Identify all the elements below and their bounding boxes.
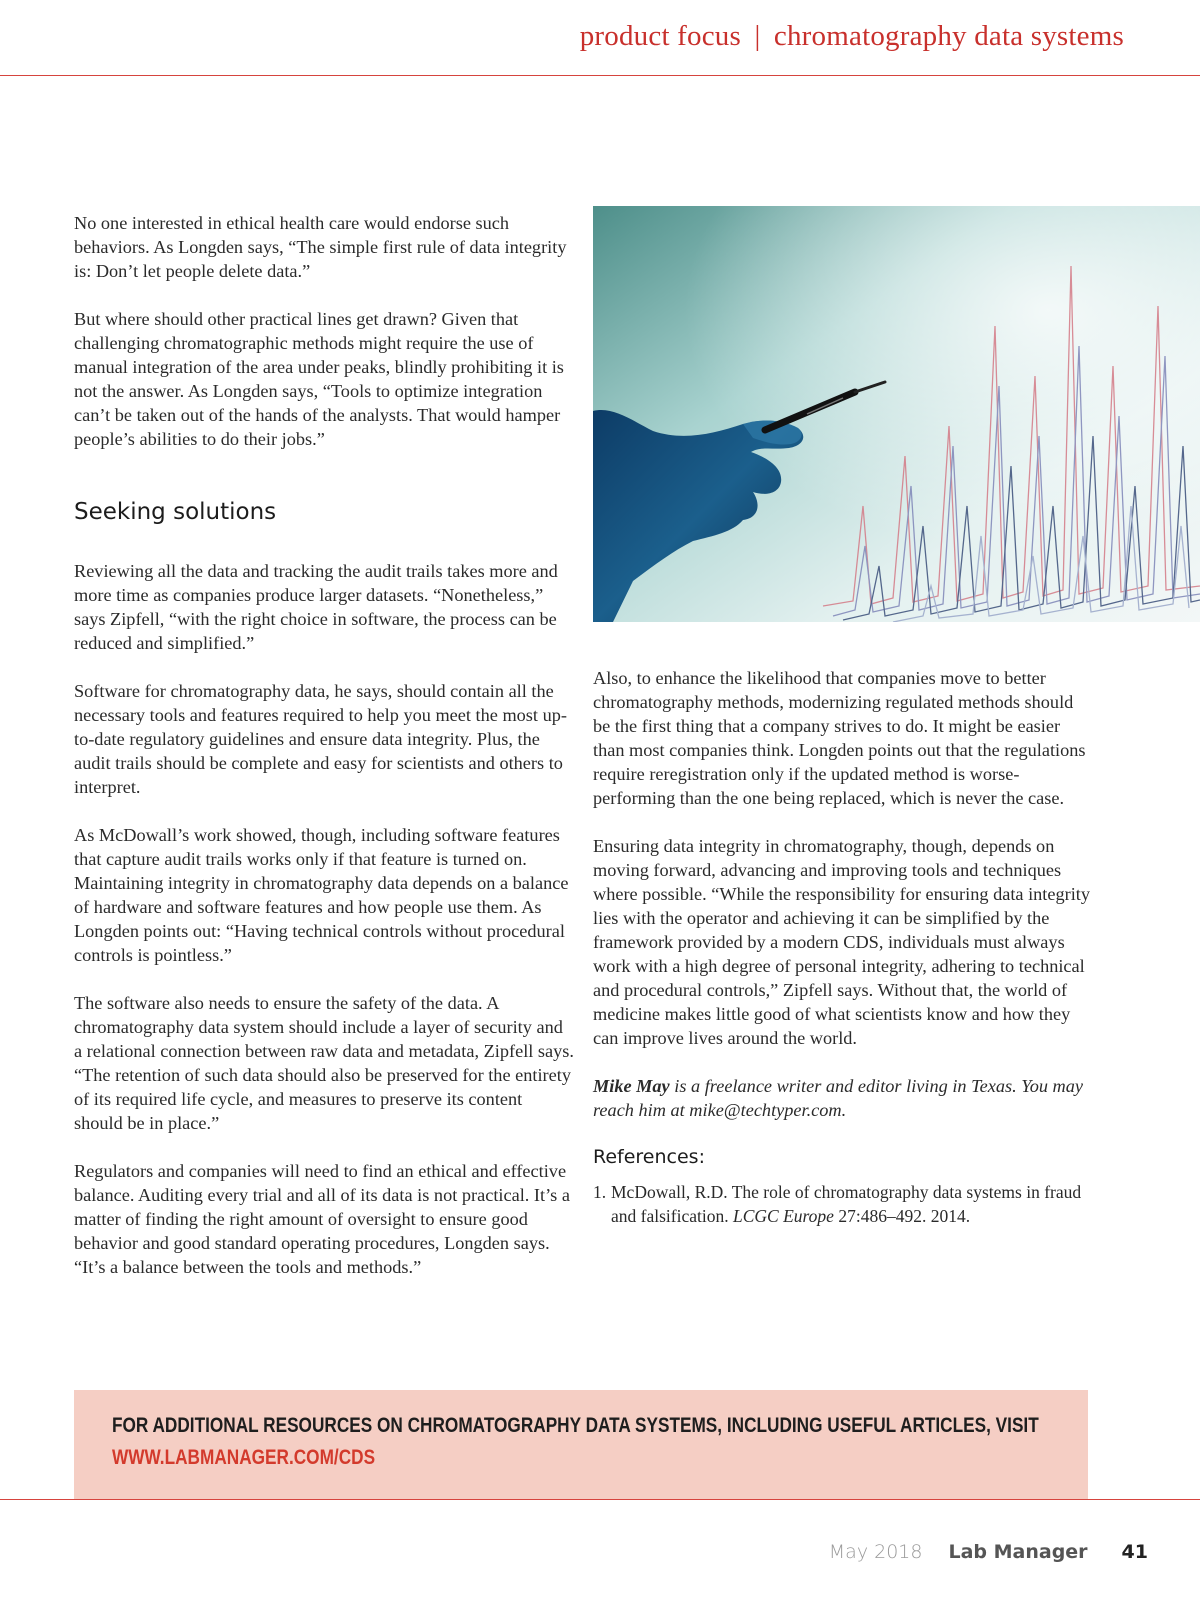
paragraph: Ensuring data integrity in chromatography, though, depends on moving forward, advancing and improving tools and techniques where possible. “While the responsibility for ensuring data integrity lies with the operator and achieving it can be simplified by the framework provided by a modern CDS, individuals must always work with a high degree of personal integrity, adhering to technical and procedural controls,” Zipfell says. Without that, the world of medicine makes little good of what scientists know and how they can improve lives around the world. [593, 836, 1091, 1048]
reference-details: 27:486–492. 2014. [833, 1206, 971, 1226]
page-footer [829, 1541, 1148, 1563]
section-heading: Seeking solutions [74, 499, 277, 525]
paragraph: But where should other practical lines get drawn? Given that challenging chromatographic methods might require the use of manual integration of the area under peaks, blindly prohibiting it is not the answer. As Longden says, “Tools to optimize integration can’t be taken out of the hands of the analysts. That would hamper people’s abilities to do their jobs.” [74, 309, 564, 449]
paragraph: As McDowall’s work showed, though, including software features that capture audit trails works only if that feature is turned on. Maintaining integrity in chromatography data depends on a balance of hardware and software features and how people use them. As Longden points out: “Having technical controls without procedural controls is pointless.” [74, 825, 569, 965]
reference-body [611, 1180, 1093, 1228]
page-number: 41 [1121, 1541, 1148, 1563]
issue-date: May 2018 [828, 1541, 923, 1563]
banner-text: FOR ADDITIONAL RESOURCES ON CHROMATOGRAPHY DATA SYSTEMS, INCLUDING USEFUL ARTICLES, VISIT [112, 1414, 1039, 1437]
paragraph: No one interested in ethical health care would endorse such behaviors. As Longden says, “The simple first rule of data integrity is: Don’t let people delete data.” [74, 213, 567, 281]
references-heading: References: [593, 1146, 705, 1168]
paragraph: Reviewing all the data and tracking the audit trails takes more and more time as companies produce larger datasets. “Nonetheless,” says Zipfell, “with the right choice in software, the process can be reduced and simplified.” [74, 561, 558, 653]
author-bio-text: is a freelance writer and editor living in Texas. You may reach him at mike@techtyper.com. [593, 1076, 1084, 1120]
paragraph: Also, to enhance the likelihood that companies move to better chromatography methods, modernizing regulated methods should be the first thing that a company strives to do. It might be easier than most companies think. Longden points out that the regulations require reregistration only if the updated method is worse-performing than the one being replaced, which is never the case. [593, 668, 1086, 808]
author-name: Mike May [593, 1076, 670, 1096]
page-header [0, 0, 1200, 76]
reference-item [593, 1180, 1093, 1228]
reference-journal: LCGC Europe [732, 1206, 834, 1226]
chromatogram-photo [593, 206, 1200, 622]
running-header [580, 20, 1124, 53]
paragraph: Software for chromatography data, he says, should contain all the necessary tools and features required to help you meet the most up-to-date regulatory guidelines and ensure data integrity. Plus, the audit trails should be complete and easy for scientists and others to interpret. [74, 681, 567, 797]
banner-link[interactable]: WWW.LABMANAGER.COM/CDS [112, 1446, 376, 1469]
header-topic: chromatography data systems [773, 20, 1124, 52]
header-section: product focus [579, 20, 741, 52]
magazine-name: Lab Manager [948, 1541, 1088, 1563]
header-separator: | [754, 20, 761, 52]
footer-divider [0, 1499, 1200, 1500]
reference-number: 1. [593, 1182, 607, 1202]
right-column [593, 666, 1093, 1228]
resources-banner [74, 1390, 1088, 1499]
left-column [74, 211, 574, 1303]
paragraph: The software also needs to ensure the safety of the data. A chromatography data system should include a layer of security and a relational connection between raw data and metadata, Zipfell says. “The retention of such data should also be preserved for the entirety of its required life cycle, and measures to preserve its content should be in place.” [74, 993, 574, 1133]
author-bio [593, 1074, 1093, 1122]
paragraph: Regulators and companies will need to find an ethical and effective balance. Auditing every trial and all of its data is not practical. It’s a matter of finding the right amount of oversight to ensure good behavior and good standard operating procedures, Longden says. “It’s a balance between the tools and methods.” [74, 1161, 570, 1277]
reference-text: McDowall, R.D. The role of chromatography data systems in fraud and falsification. [611, 1182, 1082, 1226]
